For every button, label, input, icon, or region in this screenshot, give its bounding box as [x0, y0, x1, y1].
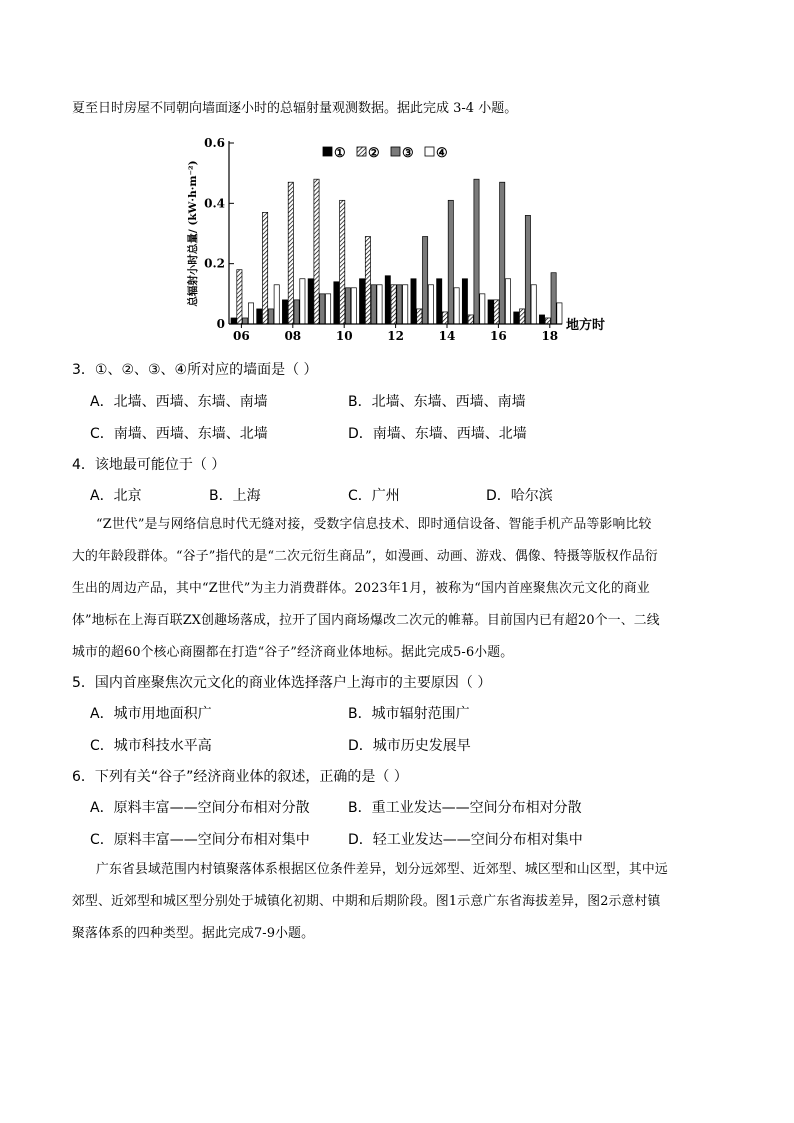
y-tick-label: 0 — [216, 317, 225, 331]
q6-stem: 6．下列有关“谷子”经济商业体的叙述，正确的是（ ） — [72, 769, 408, 785]
bar-13-series-1 — [411, 279, 416, 324]
legend-swatch-1 — [323, 147, 332, 156]
bar-12-series-4 — [403, 285, 408, 324]
bar-06-series-4 — [248, 303, 253, 324]
q6-option-a[interactable]: A．原料丰富——空间分布相对分散 — [90, 800, 310, 816]
legend-swatch-3 — [391, 147, 400, 156]
q4-option-d[interactable]: D．哈尔滨 — [486, 488, 553, 504]
q5-option-c[interactable]: C．城市科技水平高 — [90, 738, 212, 754]
legend-label-1: ① — [334, 146, 346, 161]
q3-stem: 3．①、②、③、④所对应的墙面是（ ） — [72, 362, 318, 378]
q6-option-d[interactable]: D．轻工业发达——空间分布相对集中 — [348, 832, 583, 848]
passage2-line-2: 郊型、近郊型和城区型分别处于城镇化初期、中期和后期阶段。图1示意广东省海拔差异，图2示意村镇 — [72, 894, 661, 909]
passage2-line-3: 聚落体系的四种类型。据此完成7-9小题。 — [72, 926, 315, 941]
bar-07-series-1 — [257, 309, 262, 324]
q6-option-c[interactable]: C．原料丰富——空间分布相对集中 — [90, 832, 310, 848]
bar-10-series-4 — [351, 288, 356, 324]
bar-14-series-1 — [437, 279, 442, 324]
bar-08-series-2 — [288, 182, 293, 324]
bar-18-series-1 — [539, 315, 544, 324]
bar-08-series-1 — [282, 300, 287, 324]
x-tick-label: 12 — [387, 329, 404, 343]
bar-11-series-1 — [360, 279, 365, 324]
passage1-line-3: 生出的周边产品，其中“Z世代”为主力消费群体。2023年1月，被称为“国内首座聚焦次元文化的商业 — [72, 581, 650, 596]
bar-18-series-4 — [557, 303, 562, 324]
intro-text: 夏至日时房屋不同朝向墙面逐小时的总辐射量观测数据。据此完成 3-4 小题。 — [72, 101, 518, 116]
x-tick-label: 18 — [541, 329, 559, 343]
y-tick-label: 0.6 — [204, 136, 225, 150]
bar-13-series-3 — [423, 237, 428, 324]
bar-16-series-1 — [488, 300, 493, 324]
bar-11-series-2 — [365, 237, 370, 324]
bar-12-series-2 — [391, 285, 396, 324]
bar-10-series-3 — [345, 288, 350, 324]
bar-15-series-2 — [468, 315, 473, 324]
y-tick-label: 0.2 — [204, 256, 225, 271]
bar-09-series-4 — [326, 294, 331, 324]
bar-08-series-3 — [294, 300, 299, 324]
bar-12-series-3 — [397, 285, 402, 324]
q3-option-c[interactable]: C．南墙、西墙、东墙、北墙 — [90, 426, 268, 442]
passage2-line-1: 广东省县域范围内村镇聚落体系根据区位条件差异，划分远郊型、近郊型、城区型和山区型，其中远 — [96, 862, 668, 877]
passage1-line-4: 体”地标在上海百联ZX创趣场落成，拉开了国内商场爆改二次元的帷幕。目前国内已有超20个一、二线 — [72, 613, 660, 628]
bar-09-series-3 — [320, 294, 325, 324]
bar-14-series-2 — [442, 312, 447, 324]
bar-15-series-3 — [474, 179, 479, 324]
legend-label-3: ③ — [402, 146, 414, 161]
bar-12-series-1 — [385, 276, 390, 324]
q5-option-b[interactable]: B．城市辐射范围广 — [348, 706, 470, 722]
bar-06-series-2 — [237, 270, 242, 324]
x-tick-label: 14 — [438, 329, 456, 343]
bar-07-series-3 — [268, 309, 273, 324]
bar-14-series-4 — [454, 288, 459, 324]
bar-06-series-3 — [243, 318, 248, 324]
bar-13-series-4 — [428, 285, 433, 324]
legend-swatch-4 — [425, 147, 434, 156]
x-tick-label: 16 — [490, 329, 507, 343]
bar-07-series-4 — [274, 285, 279, 324]
bar-17-series-3 — [525, 215, 530, 324]
legend-label-4: ④ — [436, 146, 448, 161]
x-tick-label: 10 — [335, 329, 353, 343]
x-tick-label: 08 — [284, 329, 302, 343]
passage1-line-2: 大的年龄段群体。“谷子”指代的是“二次元衍生商品”，如漫画、动画、游戏、偶像、特摄等版权作品衍 — [72, 549, 658, 564]
passage1-line-5: 城市的超60个核心商圈都在打造“谷子”经济商业体地标。据此完成5-6小题。 — [72, 645, 514, 660]
bar-10-series-2 — [340, 200, 345, 324]
q4-option-a[interactable]: A．北京 — [90, 488, 142, 504]
bar-09-series-1 — [308, 279, 313, 324]
bar-10-series-1 — [334, 282, 339, 324]
bar-11-series-3 — [371, 285, 376, 324]
q5-option-d[interactable]: D．城市历史发展早 — [348, 738, 471, 754]
q4-stem: 4．该地最可能位于（ ） — [72, 457, 226, 473]
bar-15-series-1 — [462, 279, 467, 324]
q6-option-b[interactable]: B．重工业发达——空间分布相对分散 — [348, 800, 582, 816]
bar-16-series-2 — [494, 300, 499, 324]
bar-17-series-4 — [531, 285, 536, 324]
bar-16-series-4 — [505, 279, 510, 324]
bar-09-series-2 — [314, 179, 319, 324]
bar-15-series-4 — [480, 294, 485, 324]
x-tick-label: 06 — [233, 329, 250, 343]
passage1-line-1: “Z世代”是与网络信息时代无缝对接，受数字信息技术、即时通信设备、智能手机产品等影响比较 — [96, 517, 652, 532]
q3-option-b[interactable]: B．北墙、东墙、西墙、南墙 — [348, 394, 526, 410]
bar-18-series-3 — [551, 273, 556, 324]
bar-14-series-3 — [448, 200, 453, 324]
bar-07-series-2 — [263, 212, 268, 324]
q4-option-c[interactable]: C．广州 — [348, 488, 400, 504]
bar-17-series-1 — [514, 312, 519, 324]
legend-label-2: ② — [368, 146, 380, 161]
bar-16-series-3 — [500, 182, 505, 324]
bar-11-series-4 — [377, 285, 382, 324]
bar-08-series-4 — [300, 279, 305, 324]
bar-17-series-2 — [520, 309, 525, 324]
legend-swatch-2 — [357, 147, 366, 156]
q5-stem: 5．国内首座聚焦次元文化的商业体选择落户上海市的主要原因（ ） — [72, 675, 492, 691]
q3-option-a[interactable]: A．北墙、西墙、东墙、南墙 — [90, 394, 268, 410]
q5-option-a[interactable]: A．城市用地面积广 — [90, 706, 212, 722]
bar-06-series-1 — [231, 318, 236, 324]
q3-option-d[interactable]: D．南墙、东墙、西墙、北墙 — [348, 426, 527, 442]
y-tick-label: 0.4 — [204, 196, 225, 211]
bar-18-series-2 — [545, 318, 550, 324]
x-axis-label: 地方时 — [566, 318, 606, 333]
q4-option-b[interactable]: B．上海 — [209, 488, 261, 504]
y-axis-label: 总辐射小时总量/ (kW·h·m⁻²) — [187, 160, 199, 307]
bar-13-series-2 — [417, 309, 422, 324]
